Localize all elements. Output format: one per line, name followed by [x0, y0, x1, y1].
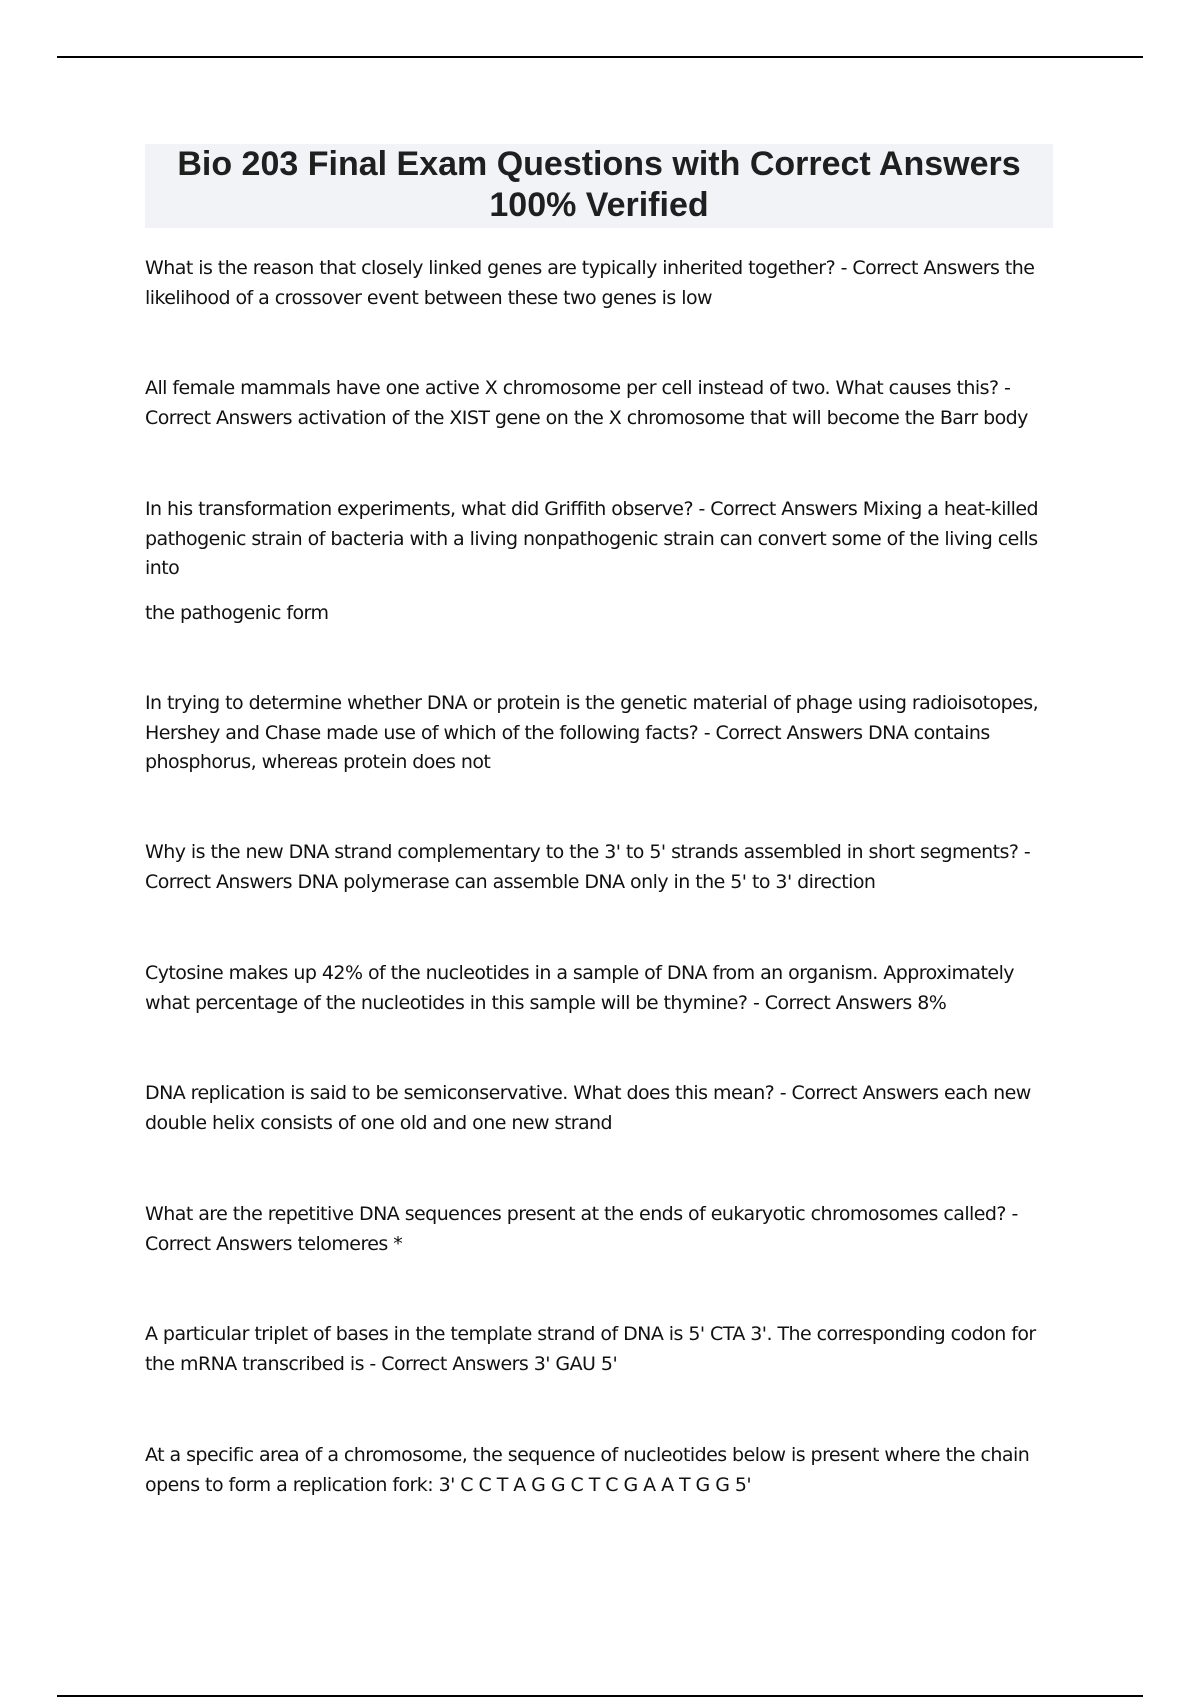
qa-paragraph: Cytosine makes up 42% of the nucleotides in a sample of DNA from an organism. Approximately what percentage of the nucleotides in this sample will be thymine? - Correct Answers 8% — [145, 962, 1014, 1014]
qa-item-6 — [145, 959, 1060, 1018]
qa-paragraph: What are the repetitive DNA sequences present at the ends of eukaryotic chromosomes called? - Correct Answers telomeres * — [145, 1203, 1018, 1255]
qa-paragraph: the pathogenic form — [145, 601, 329, 624]
qa-paragraph: At a specific area of a chromosome, the sequence of nucleotides below is present where the chain opens to form a replication fork: 3' C C T A G G C T C G A A T G G 5' — [145, 1444, 1030, 1496]
qa-item-7 — [145, 1079, 1060, 1138]
qa-item-8 — [145, 1200, 1060, 1259]
qa-item-2 — [145, 374, 1060, 433]
qa-paragraph: All female mammals have one active X chromosome per cell instead of two. What causes this? - Correct Answers activation of the XIST gene on the X chromosome that will become the Barr body — [145, 377, 1028, 429]
qa-item-5 — [145, 838, 1060, 897]
title-line-1: Bio 203 Final Exam Questions with Correct Answers — [177, 145, 1021, 183]
top-rule — [57, 56, 1143, 58]
qa-item-10 — [145, 1441, 1060, 1500]
qa-paragraph: In his transformation experiments, what did Griffith observe? - Correct Answers Mixing a heat-killed pathogenic strain of bacteria with a living nonpathogenic strain can convert some of the living cells into — [145, 498, 1039, 579]
qa-paragraph: DNA replication is said to be semiconservative. What does this mean? - Correct Answers each new double helix consists of one old and one new strand — [145, 1082, 1031, 1134]
qa-item-1 — [145, 254, 1060, 313]
qa-item-3 — [145, 495, 1060, 628]
qa-paragraph: Why is the new DNA strand complementary to the 3' to 5' strands assembled in short segments? - Correct Answers DNA polymerase can assemble DNA only in the 5' to 3' direction — [145, 841, 1031, 893]
qa-paragraph: In trying to determine whether DNA or protein is the genetic material of phage using radioisotopes, Hershey and Chase made use of which of the following facts? - Correct Answers DNA contains phosphorus, whereas protein does not — [145, 692, 1039, 773]
document-title — [145, 144, 1053, 228]
qa-paragraph: A particular triplet of bases in the template strand of DNA is 5' CTA 3'. The corresponding codon for the mRNA transcribed is - Correct Answers 3' GAU 5' — [145, 1323, 1036, 1375]
qa-paragraph: What is the reason that closely linked genes are typically inherited together? - Correct Answers the likelihood of a crossover event between these two genes is low — [145, 257, 1035, 309]
qa-item-4 — [145, 689, 1060, 778]
title-line-2: 100% Verified — [489, 186, 709, 224]
qa-item-9 — [145, 1320, 1060, 1379]
bottom-rule — [57, 1695, 1143, 1697]
